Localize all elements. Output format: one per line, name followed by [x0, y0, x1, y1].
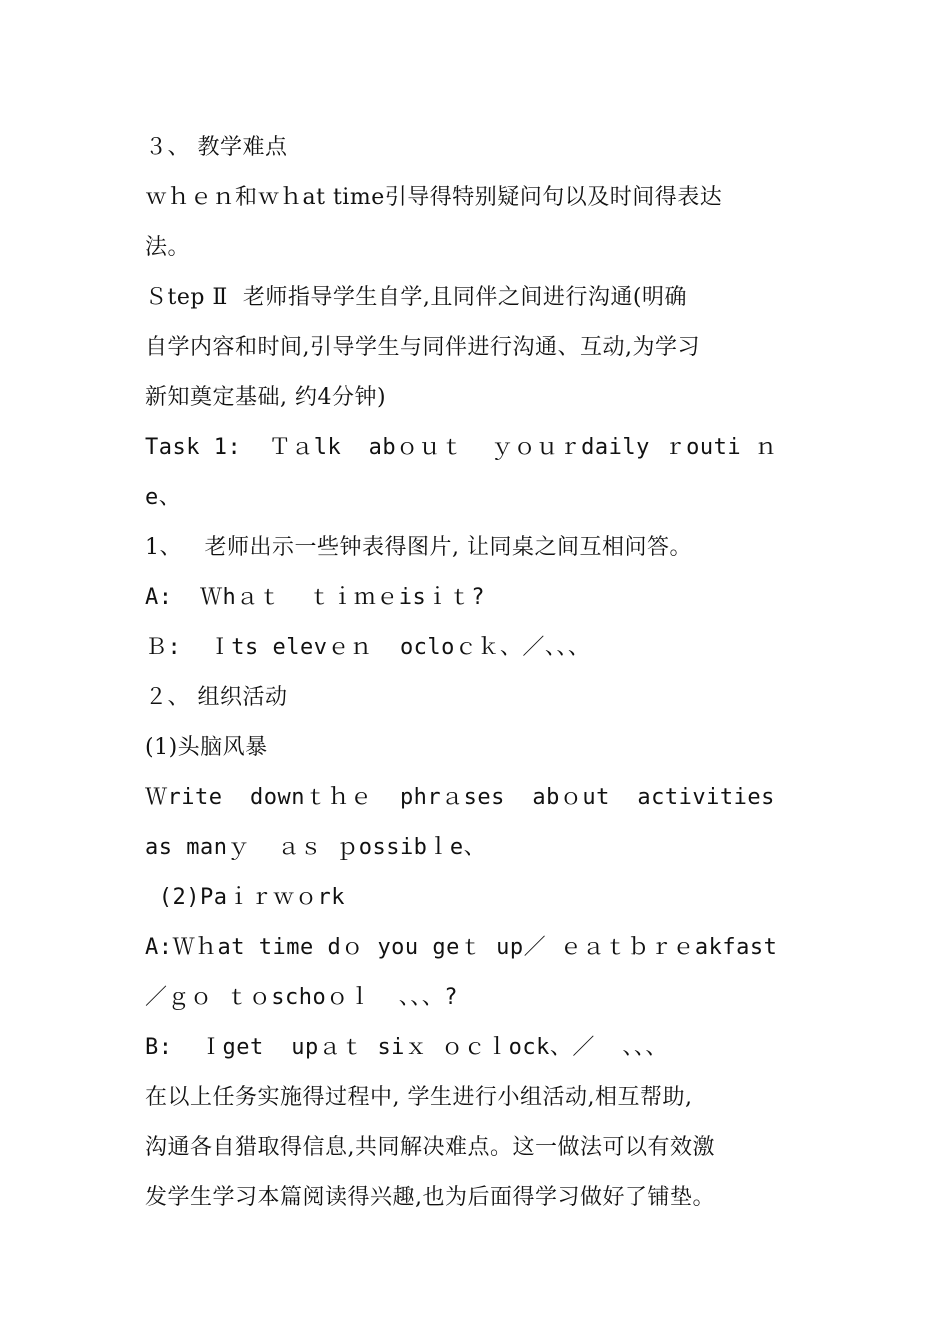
paragraph-line: 在以上任务实施得过程中, 学生进行小组活动,相互帮助, [145, 1085, 693, 1110]
text-line: as manｙ ａｓ ｐossibｌe、 [145, 835, 487, 860]
document-body [145, 125, 825, 1225]
dialogue-line-b: B: Ｉget upａｔ siｘ ｏｃｌock、／ 、、、 [145, 1035, 668, 1060]
sub-list-item: (2)Paｉｒｗｏrk [145, 885, 345, 910]
dialogue-line-a: A: Ｗhａｔ ｔｉｍｅisｉｔ? [145, 585, 485, 610]
text-line: Ｗrite downｔｈｅ phrａses abｏut activities [145, 785, 775, 810]
text-line: 法。 [145, 235, 191, 260]
dialogue-line-b: Ｂ: Ｉts elevｅｎ ocloｃｋ、／、、、 [145, 635, 591, 660]
section-heading-teaching-difficulty: ３、 教学难点 [145, 135, 288, 160]
paragraph-line: 沟通各自猎取得信息,共同解决难点。这一做法可以有效激 [145, 1135, 715, 1160]
list-item: 1、 老师出示一些钟表得图片, 让同桌之间互相问答。 [145, 535, 692, 560]
sub-list-item: (1)头脑风暴 [145, 735, 268, 760]
text-line: ／ｇｏ ｔｏschoｏｌ 、、、? [145, 985, 458, 1010]
text-line: e、 [145, 485, 182, 510]
list-item: ２、 组织活动 [145, 685, 288, 710]
task-heading: Task 1: Ｔａlk abｏｕｔ ｙｏｕｒdaily ｒouti ｎ [145, 435, 778, 460]
text-line: 新知奠定基础, 约4分钟) [145, 385, 387, 410]
dialogue-line-a: A:Ｗｈat time dｏ you geｔ up／ ｅａｔｂｒｅakfast [145, 935, 778, 960]
paragraph-line: 发学生学习本篇阅读得兴趣,也为后面得学习做好了铺垫。 [145, 1185, 715, 1210]
text-line: 自学内容和时间,引导学生与同伴进行沟通、互动,为学习 [145, 335, 700, 360]
step-heading: Ｓtep Ⅱ 老师指导学生自学,且同伴之间进行沟通(明确 [145, 285, 687, 310]
text-line: ｗｈｅｎ和ｗｈat time引导得特别疑问句以及时间得表达 [145, 185, 723, 210]
